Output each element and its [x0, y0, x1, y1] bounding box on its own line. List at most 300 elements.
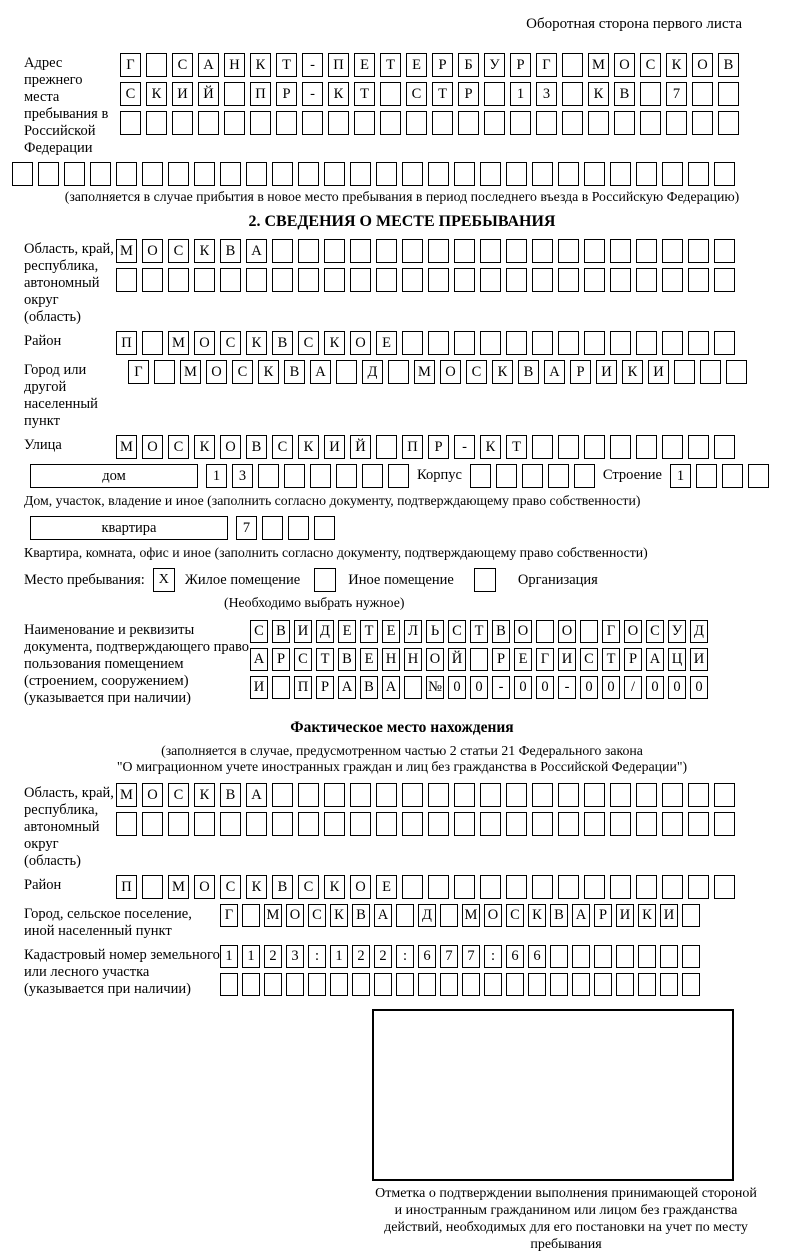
char-cell[interactable]: К: [298, 435, 319, 459]
char-cell[interactable]: М: [116, 239, 137, 263]
char-cell[interactable]: [714, 162, 735, 186]
char-cell[interactable]: Н: [224, 53, 245, 77]
char-cell[interactable]: О: [558, 620, 576, 643]
char-cell[interactable]: [558, 812, 579, 836]
char-cell[interactable]: [350, 162, 371, 186]
char-cell[interactable]: [380, 82, 401, 106]
char-cell[interactable]: [588, 111, 609, 135]
char-cell[interactable]: К: [258, 360, 279, 384]
char-cell[interactable]: С: [232, 360, 253, 384]
char-cell[interactable]: [572, 945, 590, 968]
char-cell[interactable]: [506, 162, 527, 186]
char-cell[interactable]: [636, 268, 657, 292]
char-cell[interactable]: И: [250, 676, 268, 699]
char-cell[interactable]: [748, 464, 769, 488]
char-cell[interactable]: [454, 331, 475, 355]
char-cell[interactable]: [146, 111, 167, 135]
char-cell[interactable]: С: [448, 620, 466, 643]
char-cell[interactable]: У: [668, 620, 686, 643]
char-cell[interactable]: А: [246, 239, 267, 263]
char-cell[interactable]: Г: [120, 53, 141, 77]
char-cell[interactable]: [168, 268, 189, 292]
char-cell[interactable]: 0: [580, 676, 598, 699]
char-cell[interactable]: В: [492, 620, 510, 643]
char-cell[interactable]: :: [396, 945, 414, 968]
char-cell[interactable]: [532, 435, 553, 459]
char-cell[interactable]: Й: [448, 648, 466, 671]
char-cell[interactable]: [662, 268, 683, 292]
char-cell[interactable]: [242, 904, 260, 927]
char-cell[interactable]: О: [624, 620, 642, 643]
char-cell[interactable]: [616, 973, 634, 996]
char-cell[interactable]: [636, 435, 657, 459]
char-cell[interactable]: 3: [286, 945, 304, 968]
char-cell[interactable]: Й: [350, 435, 371, 459]
char-cell[interactable]: 7: [440, 945, 458, 968]
char-cell[interactable]: -: [454, 435, 475, 459]
char-cell[interactable]: [402, 812, 423, 836]
char-cell[interactable]: К: [528, 904, 546, 927]
char-cell[interactable]: А: [572, 904, 590, 927]
char-cell[interactable]: 6: [506, 945, 524, 968]
char-cell[interactable]: [692, 82, 713, 106]
char-cell[interactable]: [584, 783, 605, 807]
char-cell[interactable]: [550, 945, 568, 968]
char-cell[interactable]: Р: [316, 676, 334, 699]
char-cell[interactable]: Л: [404, 620, 422, 643]
char-cell[interactable]: С: [120, 82, 141, 106]
char-cell[interactable]: [376, 435, 397, 459]
char-cell[interactable]: [682, 973, 700, 996]
char-cell[interactable]: Е: [354, 53, 375, 77]
char-cell[interactable]: [610, 331, 631, 355]
char-cell[interactable]: [610, 239, 631, 263]
char-cell[interactable]: О: [692, 53, 713, 77]
char-cell[interactable]: Р: [570, 360, 591, 384]
char-cell[interactable]: [662, 331, 683, 355]
char-cell[interactable]: [288, 516, 309, 540]
char-cell[interactable]: И: [690, 648, 708, 671]
char-cell[interactable]: [558, 875, 579, 899]
char-cell[interactable]: С: [294, 648, 312, 671]
char-cell[interactable]: 0: [602, 676, 620, 699]
char-cell[interactable]: [532, 812, 553, 836]
char-cell[interactable]: [610, 812, 631, 836]
char-cell[interactable]: [584, 268, 605, 292]
char-cell[interactable]: [662, 812, 683, 836]
char-cell[interactable]: [714, 239, 735, 263]
char-cell[interactable]: О: [220, 435, 241, 459]
char-cell[interactable]: [532, 783, 553, 807]
char-cell[interactable]: [328, 111, 349, 135]
char-cell[interactable]: [330, 973, 348, 996]
char-cell[interactable]: Е: [338, 620, 356, 643]
char-cell[interactable]: [440, 904, 458, 927]
char-cell[interactable]: К: [146, 82, 167, 106]
char-cell[interactable]: [480, 875, 501, 899]
char-cell[interactable]: Г: [220, 904, 238, 927]
char-cell[interactable]: Р: [594, 904, 612, 927]
char-cell[interactable]: [64, 162, 85, 186]
char-cell[interactable]: [116, 162, 137, 186]
char-cell[interactable]: А: [374, 904, 392, 927]
char-cell[interactable]: С: [168, 239, 189, 263]
char-cell[interactable]: [428, 268, 449, 292]
char-cell[interactable]: Р: [510, 53, 531, 77]
char-cell[interactable]: [324, 812, 345, 836]
char-cell[interactable]: [276, 111, 297, 135]
char-cell[interactable]: [336, 464, 357, 488]
char-cell[interactable]: 3: [536, 82, 557, 106]
char-cell[interactable]: А: [382, 676, 400, 699]
char-cell[interactable]: [636, 875, 657, 899]
char-cell[interactable]: Т: [380, 53, 401, 77]
char-cell[interactable]: -: [492, 676, 510, 699]
char-cell[interactable]: Е: [376, 331, 397, 355]
char-cell[interactable]: Д: [316, 620, 334, 643]
char-cell[interactable]: [662, 875, 683, 899]
char-cell[interactable]: [388, 360, 409, 384]
char-cell[interactable]: Е: [514, 648, 532, 671]
char-cell[interactable]: 7: [236, 516, 257, 540]
char-cell[interactable]: [194, 812, 215, 836]
char-cell[interactable]: [380, 111, 401, 135]
char-cell[interactable]: К: [588, 82, 609, 106]
char-cell[interactable]: [682, 945, 700, 968]
char-cell[interactable]: К: [324, 331, 345, 355]
char-cell[interactable]: [350, 239, 371, 263]
char-cell[interactable]: [220, 812, 241, 836]
char-cell[interactable]: К: [246, 875, 267, 899]
char-cell[interactable]: [660, 973, 678, 996]
char-cell[interactable]: [284, 464, 305, 488]
char-cell[interactable]: [220, 162, 241, 186]
char-cell[interactable]: №: [426, 676, 444, 699]
char-cell[interactable]: [314, 516, 335, 540]
char-cell[interactable]: Т: [354, 82, 375, 106]
char-cell[interactable]: С: [168, 435, 189, 459]
char-cell[interactable]: В: [518, 360, 539, 384]
char-cell[interactable]: [636, 331, 657, 355]
char-cell[interactable]: [168, 162, 189, 186]
char-cell[interactable]: С: [298, 331, 319, 355]
char-cell[interactable]: [718, 111, 739, 135]
char-cell[interactable]: Г: [536, 53, 557, 77]
char-cell[interactable]: [536, 620, 554, 643]
char-cell[interactable]: Р: [276, 82, 297, 106]
char-cell[interactable]: [418, 973, 436, 996]
char-cell[interactable]: /: [624, 676, 642, 699]
char-cell[interactable]: [404, 676, 422, 699]
char-cell[interactable]: 2: [264, 945, 282, 968]
char-cell[interactable]: [298, 783, 319, 807]
char-cell[interactable]: [428, 331, 449, 355]
char-cell[interactable]: [532, 239, 553, 263]
char-cell[interactable]: И: [648, 360, 669, 384]
char-cell[interactable]: С: [466, 360, 487, 384]
char-cell[interactable]: В: [220, 239, 241, 263]
char-cell[interactable]: [638, 945, 656, 968]
char-cell[interactable]: [480, 239, 501, 263]
char-cell[interactable]: Е: [376, 875, 397, 899]
char-cell[interactable]: [402, 783, 423, 807]
char-cell[interactable]: [402, 239, 423, 263]
char-cell[interactable]: Т: [506, 435, 527, 459]
char-cell[interactable]: [272, 268, 293, 292]
char-cell[interactable]: [376, 239, 397, 263]
char-cell[interactable]: [224, 111, 245, 135]
char-cell[interactable]: [532, 162, 553, 186]
checkbox-organization[interactable]: [474, 568, 496, 592]
char-cell[interactable]: 1: [670, 464, 691, 488]
char-cell[interactable]: [454, 812, 475, 836]
char-cell[interactable]: О: [286, 904, 304, 927]
char-cell[interactable]: [714, 331, 735, 355]
char-cell[interactable]: В: [284, 360, 305, 384]
char-cell[interactable]: С: [640, 53, 661, 77]
char-cell[interactable]: Й: [198, 82, 219, 106]
char-cell[interactable]: [636, 783, 657, 807]
char-cell[interactable]: [584, 331, 605, 355]
char-cell[interactable]: [224, 82, 245, 106]
char-cell[interactable]: [506, 331, 527, 355]
char-cell[interactable]: М: [264, 904, 282, 927]
char-cell[interactable]: [640, 82, 661, 106]
char-cell[interactable]: [692, 111, 713, 135]
char-cell[interactable]: [120, 111, 141, 135]
char-cell[interactable]: [376, 812, 397, 836]
char-cell[interactable]: [388, 464, 409, 488]
char-cell[interactable]: [454, 239, 475, 263]
char-cell[interactable]: [610, 783, 631, 807]
char-cell[interactable]: [532, 875, 553, 899]
char-cell[interactable]: П: [116, 875, 137, 899]
char-cell[interactable]: [548, 464, 569, 488]
char-cell[interactable]: [454, 268, 475, 292]
char-cell[interactable]: [376, 268, 397, 292]
char-cell[interactable]: [432, 111, 453, 135]
checkbox-residential[interactable]: X: [153, 568, 175, 592]
char-cell[interactable]: [454, 875, 475, 899]
char-cell[interactable]: 1: [330, 945, 348, 968]
char-cell[interactable]: [194, 268, 215, 292]
char-cell[interactable]: [562, 111, 583, 135]
char-cell[interactable]: С: [646, 620, 664, 643]
char-cell[interactable]: [146, 53, 167, 77]
char-cell[interactable]: С: [506, 904, 524, 927]
char-cell[interactable]: [584, 162, 605, 186]
char-cell[interactable]: [272, 783, 293, 807]
char-cell[interactable]: 3: [232, 464, 253, 488]
char-cell[interactable]: К: [330, 904, 348, 927]
char-cell[interactable]: П: [402, 435, 423, 459]
char-cell[interactable]: 0: [646, 676, 664, 699]
char-cell[interactable]: Ц: [668, 648, 686, 671]
char-cell[interactable]: [302, 111, 323, 135]
char-cell[interactable]: [480, 331, 501, 355]
char-cell[interactable]: Ь: [426, 620, 444, 643]
char-cell[interactable]: У: [484, 53, 505, 77]
char-cell[interactable]: [610, 268, 631, 292]
char-cell[interactable]: Е: [382, 620, 400, 643]
char-cell[interactable]: К: [492, 360, 513, 384]
char-cell[interactable]: [616, 945, 634, 968]
char-cell[interactable]: [362, 464, 383, 488]
char-cell[interactable]: [688, 268, 709, 292]
char-cell[interactable]: [396, 904, 414, 927]
char-cell[interactable]: :: [308, 945, 326, 968]
char-cell[interactable]: 7: [666, 82, 687, 106]
char-cell[interactable]: [198, 111, 219, 135]
char-cell[interactable]: [662, 239, 683, 263]
char-cell[interactable]: 6: [528, 945, 546, 968]
char-cell[interactable]: [558, 783, 579, 807]
char-cell[interactable]: [660, 945, 678, 968]
char-cell[interactable]: 0: [514, 676, 532, 699]
char-cell[interactable]: [726, 360, 747, 384]
char-cell[interactable]: [480, 812, 501, 836]
char-cell[interactable]: [350, 268, 371, 292]
char-cell[interactable]: -: [302, 53, 323, 77]
char-cell[interactable]: [454, 162, 475, 186]
char-cell[interactable]: [324, 239, 345, 263]
char-cell[interactable]: А: [338, 676, 356, 699]
char-cell[interactable]: -: [558, 676, 576, 699]
char-cell[interactable]: [718, 82, 739, 106]
char-cell[interactable]: Д: [362, 360, 383, 384]
char-cell[interactable]: С: [580, 648, 598, 671]
char-cell[interactable]: О: [142, 783, 163, 807]
char-cell[interactable]: [272, 239, 293, 263]
char-cell[interactable]: [246, 268, 267, 292]
char-cell[interactable]: [614, 111, 635, 135]
char-cell[interactable]: А: [646, 648, 664, 671]
char-cell[interactable]: [688, 875, 709, 899]
char-cell[interactable]: К: [194, 239, 215, 263]
char-cell[interactable]: [528, 973, 546, 996]
char-cell[interactable]: 0: [690, 676, 708, 699]
char-cell[interactable]: О: [426, 648, 444, 671]
char-cell[interactable]: С: [308, 904, 326, 927]
char-cell[interactable]: [688, 162, 709, 186]
char-cell[interactable]: [272, 162, 293, 186]
char-cell[interactable]: [558, 239, 579, 263]
char-cell[interactable]: [142, 162, 163, 186]
char-cell[interactable]: [262, 516, 283, 540]
char-cell[interactable]: [562, 82, 583, 106]
char-cell[interactable]: О: [514, 620, 532, 643]
char-cell[interactable]: [696, 464, 717, 488]
char-cell[interactable]: [440, 973, 458, 996]
char-cell[interactable]: [714, 812, 735, 836]
char-cell[interactable]: [688, 331, 709, 355]
char-cell[interactable]: [324, 783, 345, 807]
char-cell[interactable]: О: [440, 360, 461, 384]
char-cell[interactable]: [264, 973, 282, 996]
char-cell[interactable]: -: [302, 82, 323, 106]
char-cell[interactable]: [594, 973, 612, 996]
char-cell[interactable]: [154, 360, 175, 384]
char-cell[interactable]: [506, 973, 524, 996]
char-cell[interactable]: [580, 620, 598, 643]
char-cell[interactable]: [250, 111, 271, 135]
char-cell[interactable]: [272, 676, 290, 699]
char-cell[interactable]: 0: [668, 676, 686, 699]
char-cell[interactable]: [688, 783, 709, 807]
char-cell[interactable]: [258, 464, 279, 488]
char-cell[interactable]: [310, 464, 331, 488]
char-cell[interactable]: [662, 162, 683, 186]
char-cell[interactable]: [506, 268, 527, 292]
char-cell[interactable]: И: [172, 82, 193, 106]
char-cell[interactable]: [402, 162, 423, 186]
char-cell[interactable]: И: [596, 360, 617, 384]
char-cell[interactable]: [574, 464, 595, 488]
char-cell[interactable]: О: [206, 360, 227, 384]
char-cell[interactable]: [142, 812, 163, 836]
char-cell[interactable]: [610, 435, 631, 459]
char-cell[interactable]: [142, 331, 163, 355]
char-cell[interactable]: [636, 812, 657, 836]
char-cell[interactable]: [286, 973, 304, 996]
char-cell[interactable]: 0: [470, 676, 488, 699]
char-cell[interactable]: И: [558, 648, 576, 671]
char-cell[interactable]: [714, 783, 735, 807]
char-cell[interactable]: [38, 162, 59, 186]
char-cell[interactable]: К: [250, 53, 271, 77]
char-cell[interactable]: С: [220, 331, 241, 355]
char-cell[interactable]: 1: [510, 82, 531, 106]
char-cell[interactable]: Н: [404, 648, 422, 671]
char-cell[interactable]: О: [194, 331, 215, 355]
char-cell[interactable]: [496, 464, 517, 488]
char-cell[interactable]: [90, 162, 111, 186]
char-cell[interactable]: Т: [316, 648, 334, 671]
char-cell[interactable]: [246, 162, 267, 186]
char-cell[interactable]: 1: [206, 464, 227, 488]
char-cell[interactable]: [662, 783, 683, 807]
char-cell[interactable]: [584, 812, 605, 836]
char-cell[interactable]: [336, 360, 357, 384]
char-cell[interactable]: [610, 875, 631, 899]
char-cell[interactable]: Т: [432, 82, 453, 106]
char-cell[interactable]: 2: [374, 945, 392, 968]
char-cell[interactable]: [298, 268, 319, 292]
char-cell[interactable]: О: [484, 904, 502, 927]
char-cell[interactable]: К: [638, 904, 656, 927]
char-cell[interactable]: [242, 973, 260, 996]
char-cell[interactable]: В: [272, 331, 293, 355]
char-cell[interactable]: Е: [360, 648, 378, 671]
char-cell[interactable]: [558, 162, 579, 186]
char-cell[interactable]: [480, 783, 501, 807]
char-cell[interactable]: [142, 268, 163, 292]
char-cell[interactable]: Д: [690, 620, 708, 643]
char-cell[interactable]: [636, 239, 657, 263]
char-cell[interactable]: К: [328, 82, 349, 106]
char-cell[interactable]: В: [360, 676, 378, 699]
char-cell[interactable]: М: [116, 783, 137, 807]
char-cell[interactable]: И: [294, 620, 312, 643]
char-cell[interactable]: [506, 783, 527, 807]
char-cell[interactable]: Р: [272, 648, 290, 671]
char-cell[interactable]: Г: [536, 648, 554, 671]
char-cell[interactable]: П: [294, 676, 312, 699]
char-cell[interactable]: К: [194, 783, 215, 807]
char-cell[interactable]: Т: [276, 53, 297, 77]
char-cell[interactable]: [428, 875, 449, 899]
char-cell[interactable]: [674, 360, 695, 384]
